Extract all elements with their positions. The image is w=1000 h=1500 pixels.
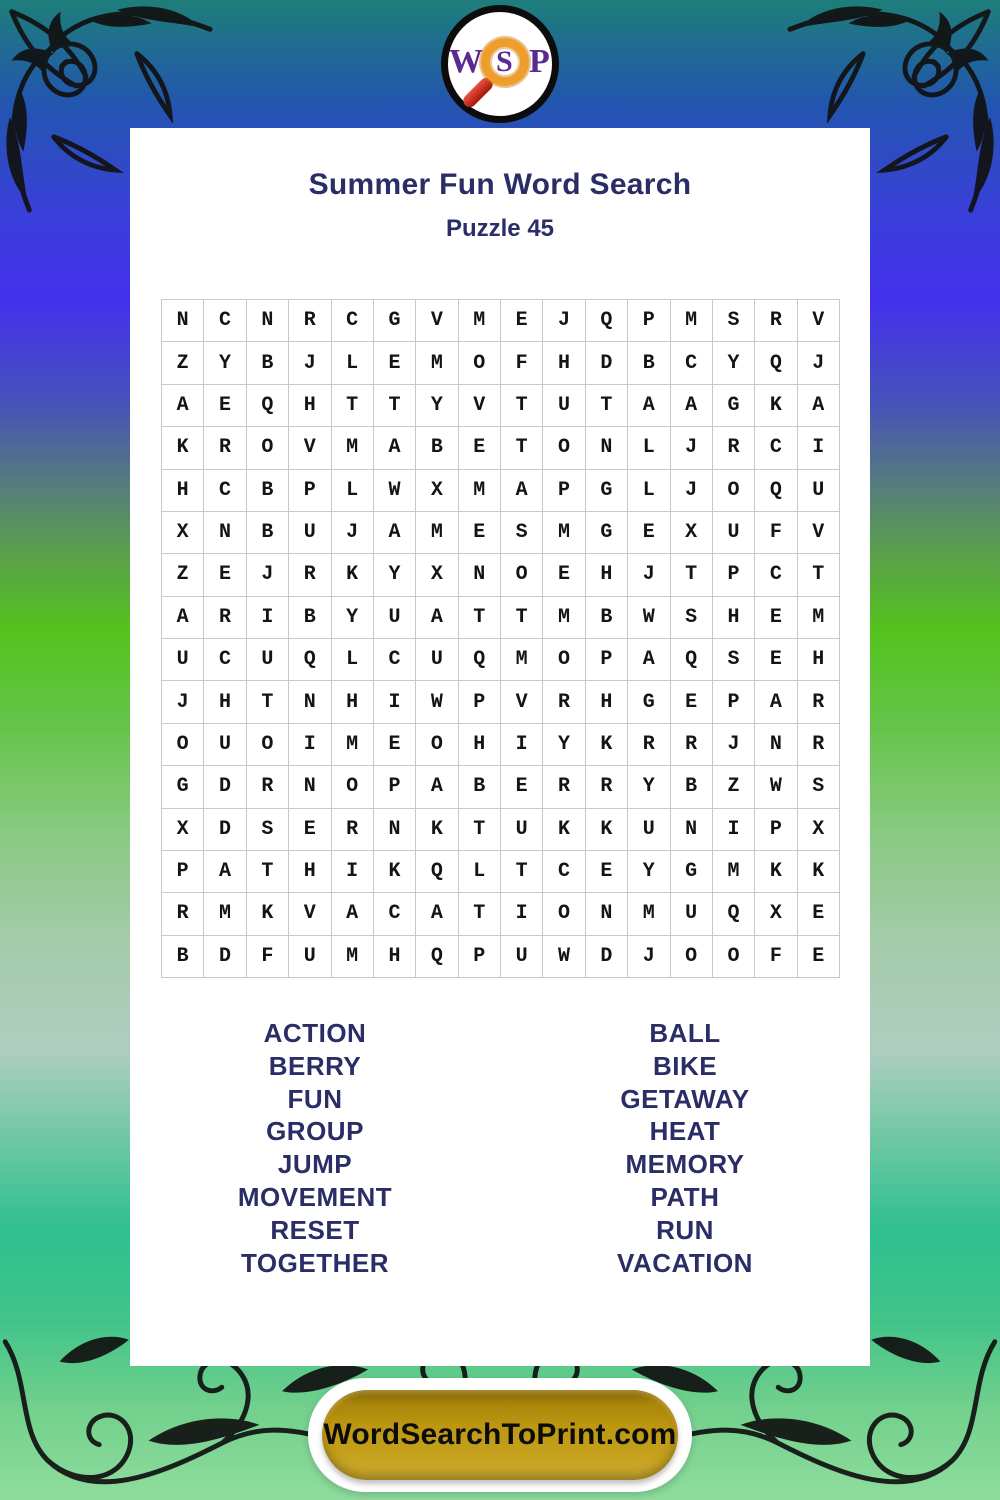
grid-cell: D bbox=[585, 341, 627, 383]
grid-cell: W bbox=[373, 469, 415, 511]
grid-cell: O bbox=[415, 723, 457, 765]
grid-cell: U bbox=[246, 638, 288, 680]
grid-cell: H bbox=[585, 680, 627, 722]
grid-cell: H bbox=[585, 553, 627, 595]
word-list-item: GETAWAY bbox=[620, 1083, 750, 1114]
grid-cell: J bbox=[246, 553, 288, 595]
word-list bbox=[130, 1017, 870, 1279]
grid-cell: N bbox=[373, 808, 415, 850]
grid-cell: S bbox=[797, 765, 839, 807]
grid-cell: E bbox=[670, 680, 712, 722]
grid-cell: V bbox=[288, 892, 330, 934]
grid-cell: O bbox=[712, 935, 754, 977]
grid-cell: J bbox=[670, 469, 712, 511]
grid-cell: J bbox=[542, 299, 584, 341]
grid-cell: K bbox=[542, 808, 584, 850]
grid-cell: U bbox=[712, 511, 754, 553]
grid-cell: G bbox=[670, 850, 712, 892]
grid-cell: J bbox=[627, 935, 669, 977]
grid-cell: C bbox=[203, 638, 245, 680]
grid-cell: J bbox=[712, 723, 754, 765]
grid-cell: O bbox=[542, 638, 584, 680]
grid-cell: M bbox=[458, 469, 500, 511]
grid-cell: X bbox=[754, 892, 796, 934]
grid-cell: K bbox=[246, 892, 288, 934]
grid-cell: L bbox=[331, 638, 373, 680]
grid-cell: E bbox=[500, 765, 542, 807]
grid-cell: R bbox=[288, 553, 330, 595]
grid-cell: R bbox=[542, 680, 584, 722]
grid-cell: U bbox=[161, 638, 203, 680]
grid-cell: O bbox=[246, 723, 288, 765]
grid-cell: E bbox=[797, 892, 839, 934]
grid-cell: T bbox=[797, 553, 839, 595]
grid-cell: E bbox=[542, 553, 584, 595]
grid-cell: A bbox=[627, 638, 669, 680]
grid-cell: V bbox=[797, 299, 839, 341]
grid-cell: T bbox=[500, 384, 542, 426]
grid-cell: D bbox=[585, 935, 627, 977]
grid-cell: A bbox=[415, 892, 457, 934]
grid-cell: F bbox=[246, 935, 288, 977]
grid-cell: J bbox=[627, 553, 669, 595]
grid-cell: R bbox=[585, 765, 627, 807]
grid-cell: X bbox=[161, 808, 203, 850]
grid-cell: H bbox=[331, 680, 373, 722]
grid-cell: C bbox=[754, 426, 796, 468]
grid-cell: R bbox=[627, 723, 669, 765]
site-link-button[interactable]: WordSearchToPrint.com bbox=[322, 1390, 678, 1480]
grid-cell: K bbox=[161, 426, 203, 468]
grid-cell: P bbox=[542, 469, 584, 511]
grid-cell: F bbox=[754, 511, 796, 553]
grid-cell: T bbox=[500, 426, 542, 468]
grid-cell: X bbox=[415, 469, 457, 511]
grid-cell: E bbox=[458, 426, 500, 468]
grid-cell: G bbox=[161, 765, 203, 807]
grid-cell: H bbox=[288, 384, 330, 426]
grid-cell: A bbox=[373, 511, 415, 553]
grid-cell: U bbox=[288, 935, 330, 977]
grid-cell: O bbox=[458, 341, 500, 383]
grid-cell: B bbox=[161, 935, 203, 977]
grid-cell: J bbox=[670, 426, 712, 468]
grid-cell: Y bbox=[203, 341, 245, 383]
grid-cell: A bbox=[203, 850, 245, 892]
grid-cell: L bbox=[627, 469, 669, 511]
grid-cell: M bbox=[331, 723, 373, 765]
grid-cell: P bbox=[288, 469, 330, 511]
grid-cell: R bbox=[542, 765, 584, 807]
grid-cell: D bbox=[203, 765, 245, 807]
grid-cell: R bbox=[161, 892, 203, 934]
grid-cell: M bbox=[712, 850, 754, 892]
word-list-right-column bbox=[500, 1017, 870, 1279]
grid-cell: H bbox=[373, 935, 415, 977]
grid-cell: Z bbox=[161, 341, 203, 383]
grid-cell: J bbox=[288, 341, 330, 383]
grid-cell: C bbox=[670, 341, 712, 383]
grid-cell: B bbox=[246, 341, 288, 383]
word-list-item: RESET bbox=[270, 1214, 360, 1245]
grid-cell: K bbox=[585, 723, 627, 765]
grid-cell: O bbox=[500, 553, 542, 595]
grid-cell: P bbox=[585, 638, 627, 680]
grid-cell: Q bbox=[712, 892, 754, 934]
grid-cell: A bbox=[627, 384, 669, 426]
grid-cell: V bbox=[500, 680, 542, 722]
grid-cell: E bbox=[203, 553, 245, 595]
logo-letter-s: S bbox=[496, 45, 513, 78]
grid-cell: R bbox=[246, 765, 288, 807]
grid-cell: C bbox=[542, 850, 584, 892]
grid-cell: N bbox=[288, 765, 330, 807]
grid-cell: G bbox=[585, 511, 627, 553]
grid-cell: Q bbox=[415, 850, 457, 892]
grid-cell: N bbox=[288, 680, 330, 722]
grid-cell: J bbox=[331, 511, 373, 553]
grid-cell: Y bbox=[712, 341, 754, 383]
grid-cell: E bbox=[500, 299, 542, 341]
grid-cell: K bbox=[373, 850, 415, 892]
grid-cell: M bbox=[542, 511, 584, 553]
grid-cell: D bbox=[203, 935, 245, 977]
grid-cell: M bbox=[542, 596, 584, 638]
grid-cell: I bbox=[331, 850, 373, 892]
grid-cell: T bbox=[246, 680, 288, 722]
grid-cell: O bbox=[331, 765, 373, 807]
grid-cell: A bbox=[415, 596, 457, 638]
grid-cell: L bbox=[331, 341, 373, 383]
grid-cell: U bbox=[288, 511, 330, 553]
grid-cell: U bbox=[542, 384, 584, 426]
word-list-item: ACTION bbox=[263, 1018, 367, 1048]
grid-cell: U bbox=[670, 892, 712, 934]
word-search-grid bbox=[161, 299, 840, 978]
grid-cell: E bbox=[754, 638, 796, 680]
grid-cell: X bbox=[670, 511, 712, 553]
grid-cell: N bbox=[203, 511, 245, 553]
grid-cell: R bbox=[203, 426, 245, 468]
grid-cell: C bbox=[331, 299, 373, 341]
grid-cell: H bbox=[203, 680, 245, 722]
grid-cell: U bbox=[797, 469, 839, 511]
puzzle-card bbox=[130, 128, 870, 1366]
grid-cell: M bbox=[203, 892, 245, 934]
grid-cell: N bbox=[585, 426, 627, 468]
grid-cell: T bbox=[500, 596, 542, 638]
grid-cell: P bbox=[754, 808, 796, 850]
grid-cell: R bbox=[712, 426, 754, 468]
word-list-item: FUN bbox=[287, 1083, 343, 1114]
grid-cell: K bbox=[585, 808, 627, 850]
grid-cell: K bbox=[415, 808, 457, 850]
grid-cell: K bbox=[754, 384, 796, 426]
grid-cell: A bbox=[331, 892, 373, 934]
grid-cell: Q bbox=[754, 469, 796, 511]
grid-cell: H bbox=[542, 341, 584, 383]
page-title: Summer Fun Word Search bbox=[308, 168, 692, 201]
grid-cell: T bbox=[331, 384, 373, 426]
grid-cell: I bbox=[246, 596, 288, 638]
grid-cell: H bbox=[161, 469, 203, 511]
grid-cell: E bbox=[288, 808, 330, 850]
grid-cell: B bbox=[246, 469, 288, 511]
grid-cell: L bbox=[627, 426, 669, 468]
grid-cell: T bbox=[458, 808, 500, 850]
grid-cell: U bbox=[627, 808, 669, 850]
grid-cell: M bbox=[670, 299, 712, 341]
grid-cell: N bbox=[670, 808, 712, 850]
grid-cell: A bbox=[754, 680, 796, 722]
grid-cell: R bbox=[797, 723, 839, 765]
grid-cell: X bbox=[415, 553, 457, 595]
grid-cell: I bbox=[288, 723, 330, 765]
grid-cell: I bbox=[712, 808, 754, 850]
word-list-item: MEMORY bbox=[625, 1149, 745, 1180]
grid-cell: A bbox=[415, 765, 457, 807]
grid-cell: R bbox=[670, 723, 712, 765]
grid-cell: T bbox=[373, 384, 415, 426]
puzzle-number: Puzzle 45 bbox=[445, 215, 555, 242]
word-list-item: RUN bbox=[656, 1214, 714, 1245]
grid-cell: V bbox=[288, 426, 330, 468]
grid-cell: S bbox=[712, 299, 754, 341]
grid-cell: T bbox=[585, 384, 627, 426]
grid-cell: G bbox=[627, 680, 669, 722]
grid-cell: D bbox=[203, 808, 245, 850]
grid-cell: K bbox=[754, 850, 796, 892]
grid-cell: L bbox=[458, 850, 500, 892]
grid-cell: V bbox=[415, 299, 457, 341]
grid-cell: P bbox=[161, 850, 203, 892]
grid-cell: P bbox=[627, 299, 669, 341]
grid-cell: N bbox=[161, 299, 203, 341]
grid-cell: P bbox=[458, 680, 500, 722]
grid-cell: Y bbox=[542, 723, 584, 765]
grid-cell: F bbox=[500, 341, 542, 383]
grid-cell: H bbox=[288, 850, 330, 892]
grid-cell: X bbox=[161, 511, 203, 553]
grid-cell: R bbox=[797, 680, 839, 722]
grid-cell: T bbox=[500, 850, 542, 892]
logo-letter-p: P bbox=[529, 43, 550, 80]
grid-cell: W bbox=[415, 680, 457, 722]
grid-cell: H bbox=[797, 638, 839, 680]
grid-cell: Z bbox=[161, 553, 203, 595]
grid-cell: P bbox=[712, 553, 754, 595]
grid-cell: T bbox=[246, 850, 288, 892]
grid-cell: C bbox=[754, 553, 796, 595]
grid-cell: R bbox=[203, 596, 245, 638]
wsp-logo bbox=[441, 5, 559, 123]
grid-cell: M bbox=[415, 511, 457, 553]
grid-cell: J bbox=[797, 341, 839, 383]
grid-cell: H bbox=[458, 723, 500, 765]
grid-cell: M bbox=[458, 299, 500, 341]
grid-cell: K bbox=[797, 850, 839, 892]
grid-cell: Y bbox=[331, 596, 373, 638]
grid-cell: A bbox=[373, 426, 415, 468]
grid-cell: E bbox=[373, 341, 415, 383]
grid-cell: M bbox=[331, 935, 373, 977]
grid-cell: H bbox=[712, 596, 754, 638]
grid-cell: U bbox=[415, 638, 457, 680]
grid-cell: T bbox=[458, 892, 500, 934]
grid-cell: M bbox=[500, 638, 542, 680]
grid-cell: P bbox=[458, 935, 500, 977]
grid-cell: U bbox=[203, 723, 245, 765]
word-list-item: BERRY bbox=[268, 1050, 362, 1081]
grid-cell: Q bbox=[585, 299, 627, 341]
grid-cell: T bbox=[458, 596, 500, 638]
grid-cell: R bbox=[288, 299, 330, 341]
grid-cell: Q bbox=[288, 638, 330, 680]
grid-cell: A bbox=[670, 384, 712, 426]
grid-cell: E bbox=[627, 511, 669, 553]
grid-cell: B bbox=[627, 341, 669, 383]
grid-cell: F bbox=[754, 935, 796, 977]
grid-cell: A bbox=[500, 469, 542, 511]
grid-cell: C bbox=[203, 469, 245, 511]
grid-cell: O bbox=[542, 426, 584, 468]
grid-cell: K bbox=[331, 553, 373, 595]
grid-cell: A bbox=[161, 384, 203, 426]
grid-cell: O bbox=[161, 723, 203, 765]
word-list-item: PATH bbox=[650, 1181, 720, 1212]
grid-cell: E bbox=[203, 384, 245, 426]
grid-cell: G bbox=[712, 384, 754, 426]
grid-cell: W bbox=[542, 935, 584, 977]
grid-cell: W bbox=[627, 596, 669, 638]
grid-cell: B bbox=[415, 426, 457, 468]
grid-cell: I bbox=[373, 680, 415, 722]
grid-cell: V bbox=[797, 511, 839, 553]
grid-cell: Q bbox=[458, 638, 500, 680]
grid-cell: Y bbox=[373, 553, 415, 595]
grid-cell: Y bbox=[627, 850, 669, 892]
grid-cell: E bbox=[373, 723, 415, 765]
grid-cell: S bbox=[500, 511, 542, 553]
grid-cell: O bbox=[542, 892, 584, 934]
grid-cell: N bbox=[458, 553, 500, 595]
word-list-left-column bbox=[130, 1017, 500, 1279]
grid-cell: V bbox=[458, 384, 500, 426]
grid-cell: U bbox=[500, 935, 542, 977]
grid-cell: I bbox=[500, 723, 542, 765]
grid-cell: R bbox=[331, 808, 373, 850]
grid-cell: S bbox=[246, 808, 288, 850]
grid-cell: A bbox=[797, 384, 839, 426]
word-list-item: GROUP bbox=[266, 1116, 364, 1147]
grid-cell: Q bbox=[246, 384, 288, 426]
grid-cell: C bbox=[373, 892, 415, 934]
grid-cell: Q bbox=[415, 935, 457, 977]
grid-cell: M bbox=[415, 341, 457, 383]
grid-cell: Y bbox=[415, 384, 457, 426]
word-list-item: HEAT bbox=[649, 1116, 721, 1147]
grid-cell: O bbox=[670, 935, 712, 977]
grid-cell: P bbox=[373, 765, 415, 807]
grid-cell: Z bbox=[712, 765, 754, 807]
logo-letter-w: W bbox=[449, 43, 483, 80]
grid-cell: E bbox=[754, 596, 796, 638]
grid-cell: Q bbox=[670, 638, 712, 680]
grid-cell: W bbox=[754, 765, 796, 807]
word-list-item: MOVEMENT bbox=[237, 1181, 393, 1212]
grid-cell: R bbox=[754, 299, 796, 341]
word-list-item: TOGETHER bbox=[241, 1247, 389, 1278]
grid-cell: N bbox=[585, 892, 627, 934]
grid-cell: N bbox=[754, 723, 796, 765]
grid-cell: B bbox=[585, 596, 627, 638]
grid-cell: O bbox=[246, 426, 288, 468]
grid-cell: M bbox=[331, 426, 373, 468]
grid-cell: N bbox=[246, 299, 288, 341]
grid-cell: M bbox=[627, 892, 669, 934]
grid-cell: L bbox=[331, 469, 373, 511]
grid-cell: X bbox=[797, 808, 839, 850]
grid-cell: I bbox=[797, 426, 839, 468]
grid-cell: S bbox=[670, 596, 712, 638]
grid-cell: B bbox=[670, 765, 712, 807]
grid-cell: U bbox=[500, 808, 542, 850]
grid-cell: E bbox=[585, 850, 627, 892]
grid-cell: G bbox=[373, 299, 415, 341]
grid-cell: B bbox=[458, 765, 500, 807]
word-list-item: JUMP bbox=[277, 1149, 353, 1180]
grid-cell: Q bbox=[754, 341, 796, 383]
grid-cell: U bbox=[373, 596, 415, 638]
grid-cell: T bbox=[670, 553, 712, 595]
grid-cell: B bbox=[246, 511, 288, 553]
grid-cell: A bbox=[161, 596, 203, 638]
grid-cell: B bbox=[288, 596, 330, 638]
grid-cell: O bbox=[712, 469, 754, 511]
grid-cell: P bbox=[712, 680, 754, 722]
grid-cell: E bbox=[797, 935, 839, 977]
grid-cell: G bbox=[585, 469, 627, 511]
grid-cell: E bbox=[458, 511, 500, 553]
word-list-item: BIKE bbox=[652, 1050, 718, 1081]
grid-cell: C bbox=[373, 638, 415, 680]
grid-cell: J bbox=[161, 680, 203, 722]
grid-cell: M bbox=[797, 596, 839, 638]
grid-cell: I bbox=[500, 892, 542, 934]
grid-cell: S bbox=[712, 638, 754, 680]
grid-cell: C bbox=[203, 299, 245, 341]
grid-cell: Y bbox=[627, 765, 669, 807]
word-list-item: VACATION bbox=[617, 1247, 753, 1278]
word-list-item: BALL bbox=[649, 1018, 721, 1048]
